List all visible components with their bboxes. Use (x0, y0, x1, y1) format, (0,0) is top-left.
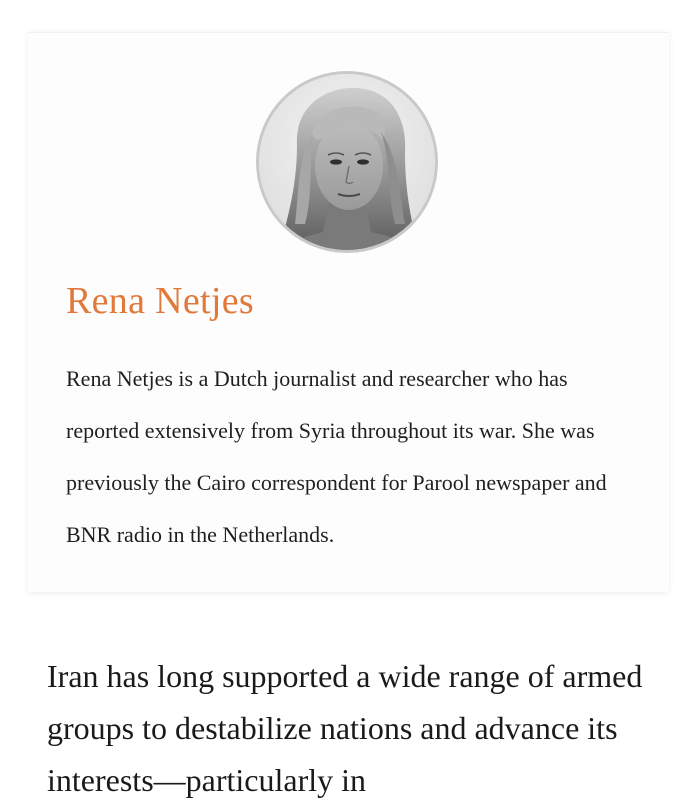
author-avatar (256, 71, 438, 253)
article-lead-paragraph: Iran has long supported a wide range of armed groups to destabilize nations and advance its interests—particularly in (47, 658, 643, 798)
author-bio: Rena Netjes is a Dutch journalist and researcher who has reported extensively from Syria throughout its war. She was previously the Cairo correspondent for Parool newspaper and BNR radio in the Netherlands. (66, 366, 607, 547)
author-portrait-icon (259, 74, 435, 250)
author-card (28, 32, 669, 592)
author-name[interactable]: Rena Netjes (66, 280, 254, 322)
